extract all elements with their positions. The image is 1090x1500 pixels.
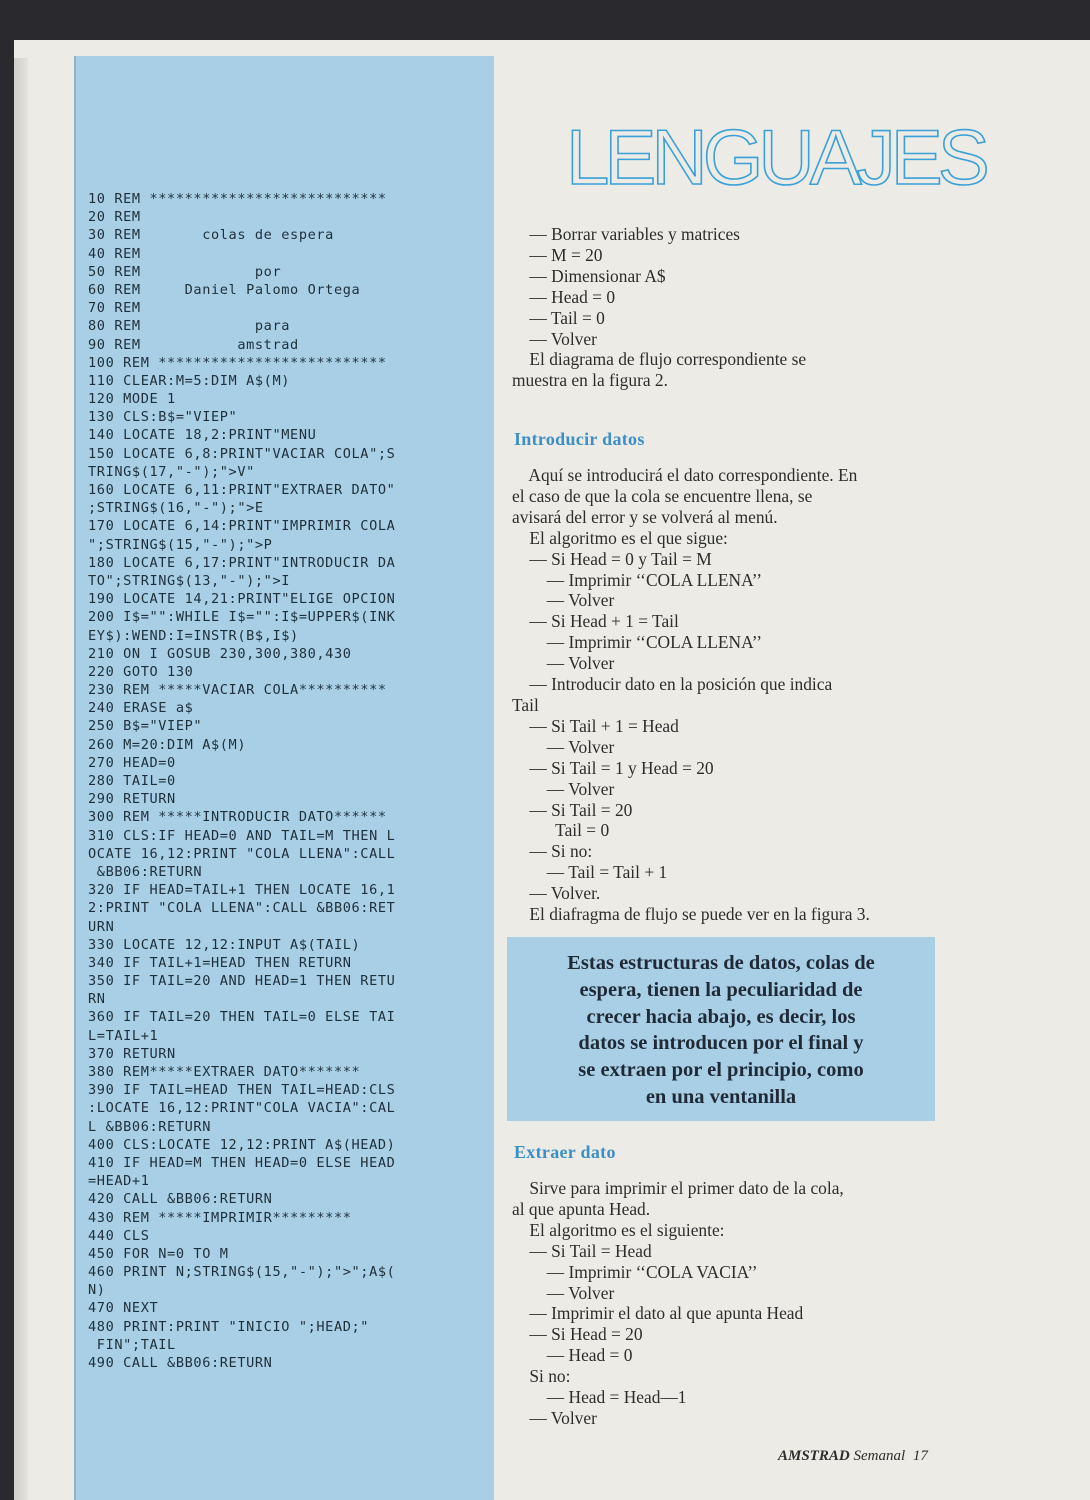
code-line: 280 TAIL=0: [88, 773, 176, 789]
code-line: 70 REM: [88, 300, 141, 317]
highlight-line: espera, tienen la peculiaridad de: [579, 978, 863, 1001]
footer-subtitle: Semanal: [853, 1448, 906, 1464]
code-line: 370 RETURN: [88, 1045, 176, 1062]
code-line: 360 IF TAIL=20 THEN TAIL=0 ELSE TAI: [88, 1009, 396, 1026]
text-line: — Si Tail = Head: [512, 1240, 652, 1261]
text-line: — Head = Head—1: [512, 1387, 687, 1408]
code-line: N): [88, 1282, 106, 1299]
code-line: 470 NEXT: [88, 1300, 159, 1317]
code-line: 170 LOCATE 6,14:PRINT"IMPRIMIR COLA: [88, 518, 396, 535]
code-line: 140 LOCATE 18,2:PRINT"MENU: [88, 427, 317, 444]
code-line: ";STRING$(15,"-");">P: [88, 536, 273, 553]
text-line: — Introducir dato en la posición que indica: [512, 674, 833, 695]
text-line: Tail = 0: [512, 820, 610, 841]
code-line: 480 PRINT:PRINT "INICIO ";HEAD;": [88, 1318, 370, 1335]
code-line: 300 REM *****INTRODUCIR DATO******: [88, 809, 387, 826]
code-line: 380 REM*****EXTRAER DATO*******: [88, 1064, 361, 1080]
code-line: 2:PRINT "COLA LLENA":CALL &BB06:RET: [88, 900, 396, 917]
code-line: :LOCATE 16,12:PRINT"COLA VACIA":CAL: [88, 1100, 396, 1117]
code-line: ;STRING$(16,"-");">E: [88, 500, 264, 517]
code-line: 80 REM para: [88, 318, 291, 335]
code-line: 160 LOCATE 6,11:PRINT"EXTRAER DATO": [88, 482, 396, 498]
highlight-quote: [507, 950, 935, 1111]
text-line: — Si Head + 1 = Tail: [512, 611, 679, 632]
code-line: RN: [88, 991, 106, 1008]
highlight-line: en una ventanilla: [645, 1085, 797, 1108]
text-line: al que apunta Head.: [512, 1198, 651, 1219]
text-line: el caso de que la cola se encuentre llena, se: [512, 485, 813, 506]
code-line: 230 REM *****VACIAR COLA**********: [88, 682, 387, 699]
text-line: Tail: [512, 694, 539, 715]
text-line: — Head = 0: [512, 1345, 633, 1366]
text-line: — Tail = 0: [512, 307, 605, 328]
text-line: — M = 20: [512, 244, 603, 265]
code-line: 150 LOCATE 6,8:PRINT"VACIAR COLA";S: [88, 445, 396, 462]
text-line: — Imprimir el dato al que apunta Head: [512, 1303, 804, 1324]
code-line: &BB06:RETURN: [88, 863, 203, 880]
code-line: 410 IF HEAD=M THEN HEAD=0 ELSE HEAD: [88, 1154, 396, 1171]
code-line: 110 CLEAR:M=5:DIM A$(M): [88, 372, 291, 389]
code-line: 460 PRINT N;STRING$(15,"-");">";A$(: [88, 1264, 396, 1281]
heading-extraer-dato: Extraer dato: [514, 1142, 616, 1162]
code-line: 310 CLS:IF HEAD=0 AND TAIL=M THEN L: [88, 827, 396, 844]
text-line: El algoritmo es el siguiente:: [512, 1219, 725, 1240]
highlight-line: crecer hacia abajo, es decir, los: [586, 1005, 856, 1028]
code-line: =HEAD+1: [88, 1173, 150, 1190]
code-line: 100 REM **************************: [88, 354, 387, 371]
code-line: 190 LOCATE 14,21:PRINT"ELIGE OPCION: [88, 591, 396, 608]
code-line: 90 REM amstrad: [88, 336, 299, 353]
text-block-init: [512, 224, 937, 391]
code-line: 220 GOTO 130: [88, 663, 194, 680]
text-line: Aquí se introducirá el dato correspondiente. En: [512, 465, 858, 485]
text-line: — Volver: [512, 328, 597, 349]
text-line: — Head = 0: [512, 286, 616, 307]
code-line: FIN";TAIL: [88, 1336, 176, 1353]
code-line: 340 IF TAIL+1=HEAD THEN RETURN: [88, 954, 352, 971]
code-line: 50 REM por: [88, 263, 282, 280]
highlight-line: datos se introducen por el final y: [578, 1032, 864, 1055]
section-title: LENGUAJES: [566, 113, 985, 201]
code-line: 330 LOCATE 12,12:INPUT A$(TAIL): [88, 936, 361, 953]
highlight-line: se extraen por el principio, como: [578, 1059, 864, 1082]
text-line: Si no:: [512, 1366, 571, 1387]
text-line: — Volver: [512, 1407, 597, 1428]
text-line: muestra en la figura 2.: [512, 370, 668, 391]
code-line: 210 ON I GOSUB 230,300,380,430: [88, 645, 352, 662]
code-line: 350 IF TAIL=20 AND HEAD=1 THEN RETU: [88, 973, 396, 990]
code-line: 250 B$="VIEP": [88, 718, 203, 735]
text-line: El diagrama de flujo correspondiente se: [512, 349, 807, 370]
code-line: 440 CLS: [88, 1227, 150, 1244]
code-line: 320 IF HEAD=TAIL+1 THEN LOCATE 16,1: [88, 882, 396, 899]
code-line: 180 LOCATE 6,17:PRINT"INTRODUCIR DA: [88, 554, 396, 571]
code-line: TO";STRING$(13,"-");">I: [88, 572, 291, 589]
code-line: OCATE 16,12:PRINT "COLA LLENA":CALL: [88, 845, 396, 862]
text-line: — Si Head = 20: [512, 1324, 643, 1345]
text-line: Sirve para imprimir el primer dato de la cola,: [512, 1178, 844, 1198]
code-line: TRING$(17,"-");">V": [88, 463, 255, 480]
text-line: — Volver: [512, 736, 615, 757]
text-line: El diafragma de flujo se puede ver en la figura 3.: [512, 904, 870, 925]
code-line: 450 FOR N=0 TO M: [88, 1245, 229, 1262]
heading-introducir-datos: Introducir datos: [514, 429, 645, 449]
code-line: 430 REM *****IMPRIMIR*********: [88, 1209, 352, 1226]
text-line: — Volver: [512, 590, 615, 611]
text-line: — Volver.: [512, 883, 601, 904]
text-line: — Dimensionar A$: [512, 265, 666, 286]
code-line: 120 MODE 1: [88, 391, 176, 408]
code-line: 20 REM: [88, 209, 141, 226]
code-line: 420 CALL &BB06:RETURN: [88, 1191, 273, 1208]
page-footer: [778, 1448, 928, 1465]
text-line: — Imprimir ‘‘COLA LLENA’’: [512, 632, 763, 653]
text-line: — Si Head = 0 y Tail = M: [512, 548, 712, 569]
code-line: 490 CALL &BB06:RETURN: [88, 1355, 273, 1371]
basic-code-listing: [88, 190, 488, 1372]
code-line: 30 REM colas de espera: [88, 227, 334, 244]
text-block-introducir: [512, 465, 937, 925]
code-line: 240 ERASE a$: [88, 700, 194, 717]
text-line: avisará del error y se volverá al menú.: [512, 506, 778, 527]
page-edge: [14, 58, 28, 1500]
text-line: — Si Tail = 1 y Head = 20: [512, 757, 714, 778]
text-line: — Imprimir ‘‘COLA VACIA’’: [512, 1261, 758, 1282]
text-line: — Imprimir ‘‘COLA LLENA’’: [512, 569, 763, 590]
text-line: — Si no:: [512, 841, 593, 862]
code-line: 390 IF TAIL=HEAD THEN TAIL=HEAD:CLS: [88, 1082, 396, 1099]
code-line: 290 RETURN: [88, 791, 176, 808]
text-line: — Volver: [512, 778, 615, 799]
code-line: 10 REM ***************************: [88, 191, 387, 207]
text-line: — Si Tail + 1 = Head: [512, 715, 679, 736]
text-line: El algoritmo es el que sigue:: [512, 527, 728, 548]
footer-brand: AMSTRAD: [778, 1448, 850, 1464]
code-line: EY$):WEND:I=INSTR(B$,I$): [88, 627, 299, 644]
text-line: — Volver: [512, 1282, 615, 1303]
code-line: L=TAIL+1: [88, 1027, 159, 1044]
code-line: 400 CLS:LOCATE 12,12:PRINT A$(HEAD): [88, 1136, 396, 1153]
highlight-line: Estas estructuras de datos, colas de: [567, 952, 875, 974]
code-line: 260 M=20:DIM A$(M): [88, 736, 247, 753]
text-line: — Volver: [512, 653, 615, 674]
code-line: 200 I$="":WHILE I$="":I$=UPPER$(INK: [88, 609, 396, 626]
code-line: 60 REM Daniel Palomo Ortega: [88, 281, 361, 298]
text-block-extraer: [512, 1178, 937, 1429]
page-number: 17: [912, 1448, 928, 1464]
code-line: 40 REM: [88, 245, 141, 262]
code-line: 130 CLS:B$="VIEP": [88, 409, 238, 426]
text-line: — Borrar variables y matrices: [512, 224, 740, 244]
code-line: L &BB06:RETURN: [88, 1118, 211, 1135]
code-line: 270 HEAD=0: [88, 754, 176, 771]
text-line: — Tail = Tail + 1: [512, 862, 668, 883]
text-line: — Si Tail = 20: [512, 799, 633, 820]
code-line: URN: [88, 918, 115, 935]
